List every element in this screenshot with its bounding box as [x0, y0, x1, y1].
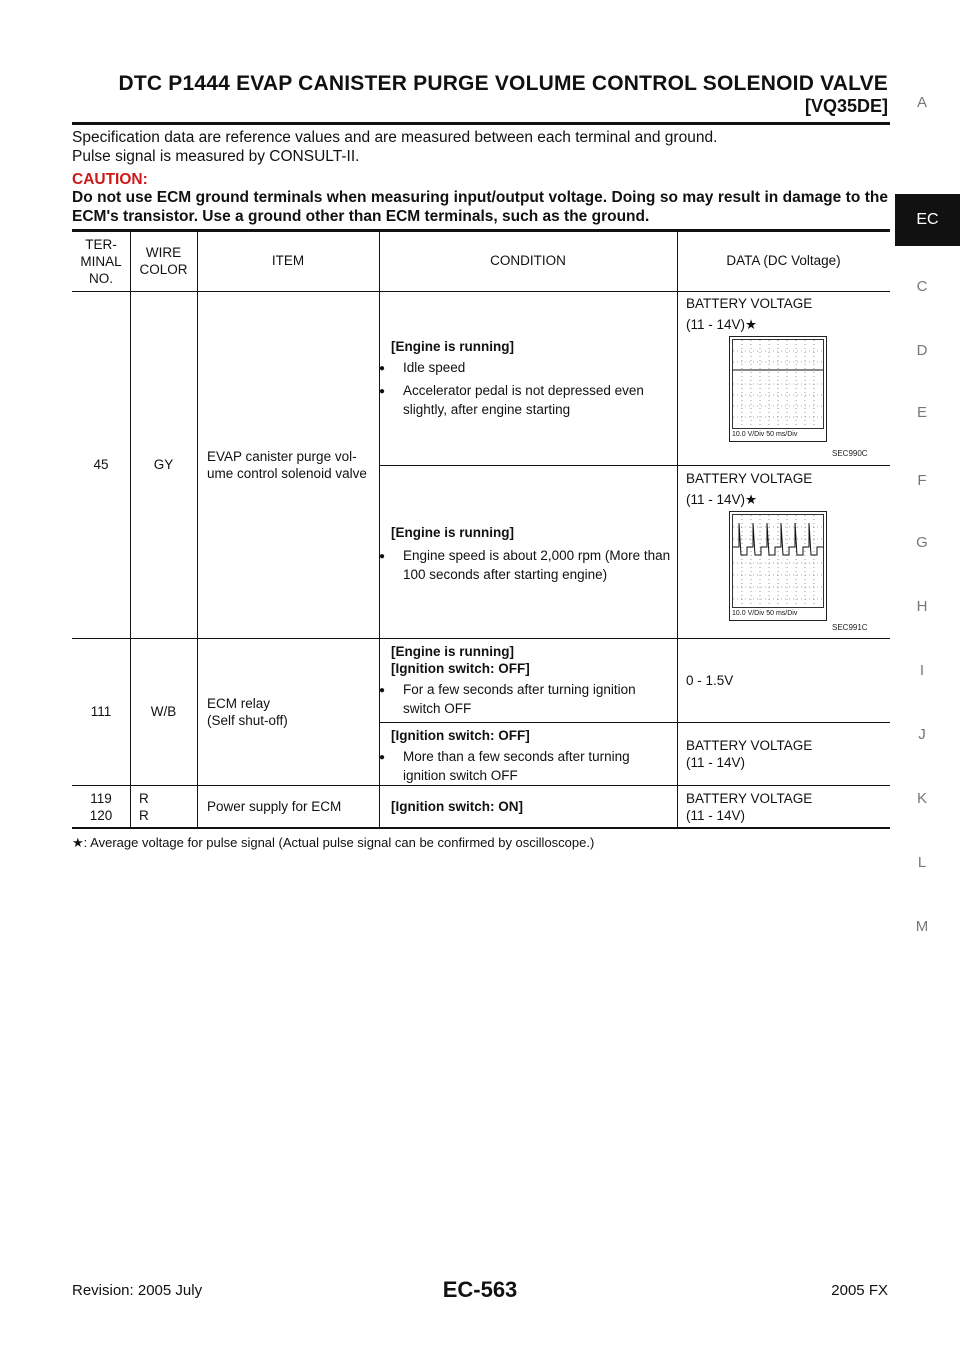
row1-condition-2	[391, 524, 671, 583]
index-tab-ec[interactable]	[895, 194, 960, 246]
footer-revision: Revision: 2005 July	[72, 1282, 203, 1299]
index-letter-m[interactable]: M	[915, 918, 929, 935]
index-letter-l[interactable]: L	[917, 854, 927, 871]
index-letter-k[interactable]: K	[916, 790, 927, 807]
col-rule-2	[197, 231, 198, 828]
row1-cond2-head: [Engine is running]	[391, 525, 514, 540]
bullet-icon	[391, 682, 403, 697]
row1-condition-1	[391, 338, 671, 418]
index-letter-c[interactable]: C	[916, 278, 928, 295]
intro-text	[72, 128, 890, 166]
row1-cond1-bullet2	[391, 382, 671, 418]
row2-condition-2	[391, 727, 671, 784]
row2-condition-1	[391, 643, 671, 717]
index-letter-j[interactable]: J	[918, 726, 926, 743]
figure-code-sec990c: SEC990C	[832, 449, 868, 458]
row1-data1-line1: BATTERY VOLTAGE	[686, 296, 813, 311]
row2-terminal: 111	[90, 704, 112, 719]
row2-wire: W/B	[150, 704, 177, 719]
row2-cond1-bullet1	[391, 681, 671, 717]
row1-cond2-bullet1	[391, 547, 671, 583]
row1-cond1-bullet1	[391, 359, 671, 378]
row2-cond1-head2: [Ignition switch: OFF]	[391, 661, 530, 676]
oscilloscope-2000rpm-scale: 10.0 V/Div 50 ms/Div	[732, 610, 798, 617]
row1-bottom-rule	[72, 638, 890, 639]
row1-cond1-head: [Engine is running]	[391, 339, 514, 354]
row1-terminal: 45	[93, 457, 109, 472]
oscilloscope-2000rpm-trace	[732, 514, 824, 608]
row2-data-2: BATTERY VOLTAGE (11 - 14V)	[686, 738, 813, 770]
table-top-rule	[72, 229, 890, 232]
index-letter-f[interactable]: F	[917, 472, 927, 489]
page-title: DTC P1444 EVAP CANISTER PURGE VOLUME CONTROL SOLENOID VALVE	[118, 72, 888, 95]
col-rule-4	[677, 231, 678, 828]
index-letter-h[interactable]: H	[916, 598, 928, 615]
row1-cond1-b2-text: Accelerator pedal is not depressed even slightly, after engine starting	[403, 383, 644, 417]
oscilloscope-idle-figure	[729, 336, 827, 442]
row1-data-1	[686, 295, 812, 333]
bullet-icon	[391, 749, 403, 764]
index-letter-g[interactable]: G	[916, 534, 928, 551]
row2-cond1-b1-text: For a few seconds after turning ignition switch OFF	[403, 682, 636, 716]
footer-page-number: EC-563	[442, 1277, 518, 1302]
header-wire-color: WIRE COLOR	[139, 245, 188, 277]
header-data: DATA (DC Voltage)	[726, 253, 841, 268]
index-letter-e[interactable]: E	[916, 404, 927, 421]
row1-cond2-b1-text: Engine speed is about 2,000 rpm (More than 100 seconds after starting engine)	[403, 548, 671, 582]
header-item: ITEM	[271, 253, 305, 268]
row2-data-1: 0 - 1.5V	[686, 673, 734, 688]
oscilloscope-2000rpm-figure	[729, 511, 827, 621]
bullet-icon	[391, 383, 403, 398]
intro-line-1: Specification data are reference values and are measured between each terminal and ground.	[72, 129, 718, 146]
row3-wire: R R	[139, 791, 149, 823]
index-tab-ec-label: EC	[916, 211, 939, 228]
row2-cond1-head1: [Engine is running]	[391, 644, 514, 659]
oscilloscope-idle-scale: 10.0 V/Div 50 ms/Div	[732, 431, 798, 438]
row1-data-2	[686, 470, 812, 508]
header-condition: CONDITION	[490, 253, 566, 268]
title-rule	[72, 122, 890, 125]
row1-cond1-b1-text: Idle speed	[403, 360, 466, 375]
engine-subtitle: [VQ35DE]	[804, 96, 888, 116]
row2-split-rule	[379, 722, 890, 723]
row1-data2-line2: (11 - 14V)★	[686, 492, 758, 507]
col-rule-1	[130, 231, 131, 828]
bullet-icon	[391, 548, 403, 563]
row3-condition: [Ignition switch: ON]	[391, 799, 523, 814]
header-terminal: TER- MINAL NO.	[80, 237, 122, 286]
row1-data2-line1: BATTERY VOLTAGE	[686, 471, 813, 486]
row1-split-rule	[379, 465, 890, 466]
row3-data: BATTERY VOLTAGE (11 - 14V)	[686, 791, 813, 823]
row1-item: EVAP canister purge vol- ume control solenoid valve	[207, 449, 367, 481]
row2-cond2-head: [Ignition switch: OFF]	[391, 728, 530, 743]
row3-terminal: 119 120	[89, 791, 113, 823]
footer-model: 2005 FX	[831, 1282, 888, 1299]
row2-cond2-b1-text: More than a few seconds after turning ignition switch OFF	[403, 749, 630, 783]
row1-wire: GY	[153, 457, 174, 472]
footnote: ★: Average voltage for pulse signal (Actual pulse signal can be confirmed by oscilloscope.)	[72, 835, 595, 850]
index-letter-i[interactable]: I	[919, 662, 925, 679]
row3-item: Power supply for ECM	[207, 799, 342, 814]
figure-code-sec991c: SEC991C	[832, 623, 868, 632]
table-header-rule	[72, 291, 890, 292]
row2-bottom-rule	[72, 785, 890, 786]
index-letter-d[interactable]: D	[916, 342, 928, 359]
row1-data1-line2: (11 - 14V)★	[686, 317, 758, 332]
index-letter-a[interactable]: A	[916, 94, 927, 111]
bullet-icon	[391, 360, 403, 375]
table-bottom-rule	[72, 827, 890, 829]
col-rule-3	[379, 231, 380, 828]
caution-heading: CAUTION:	[72, 171, 148, 188]
row2-cond2-bullet1	[391, 748, 671, 784]
caution-text: Do not use ECM ground terminals when measuring input/output voltage. Doing so may result in damage to the ECM's transistor. Use a ground other than ECM terminals, such as the ground.	[72, 189, 888, 225]
intro-line-2: Pulse signal is measured by CONSULT-II.	[72, 148, 360, 165]
row2-item: ECM relay (Self shut-off)	[207, 696, 288, 728]
oscilloscope-idle-trace	[732, 339, 824, 429]
